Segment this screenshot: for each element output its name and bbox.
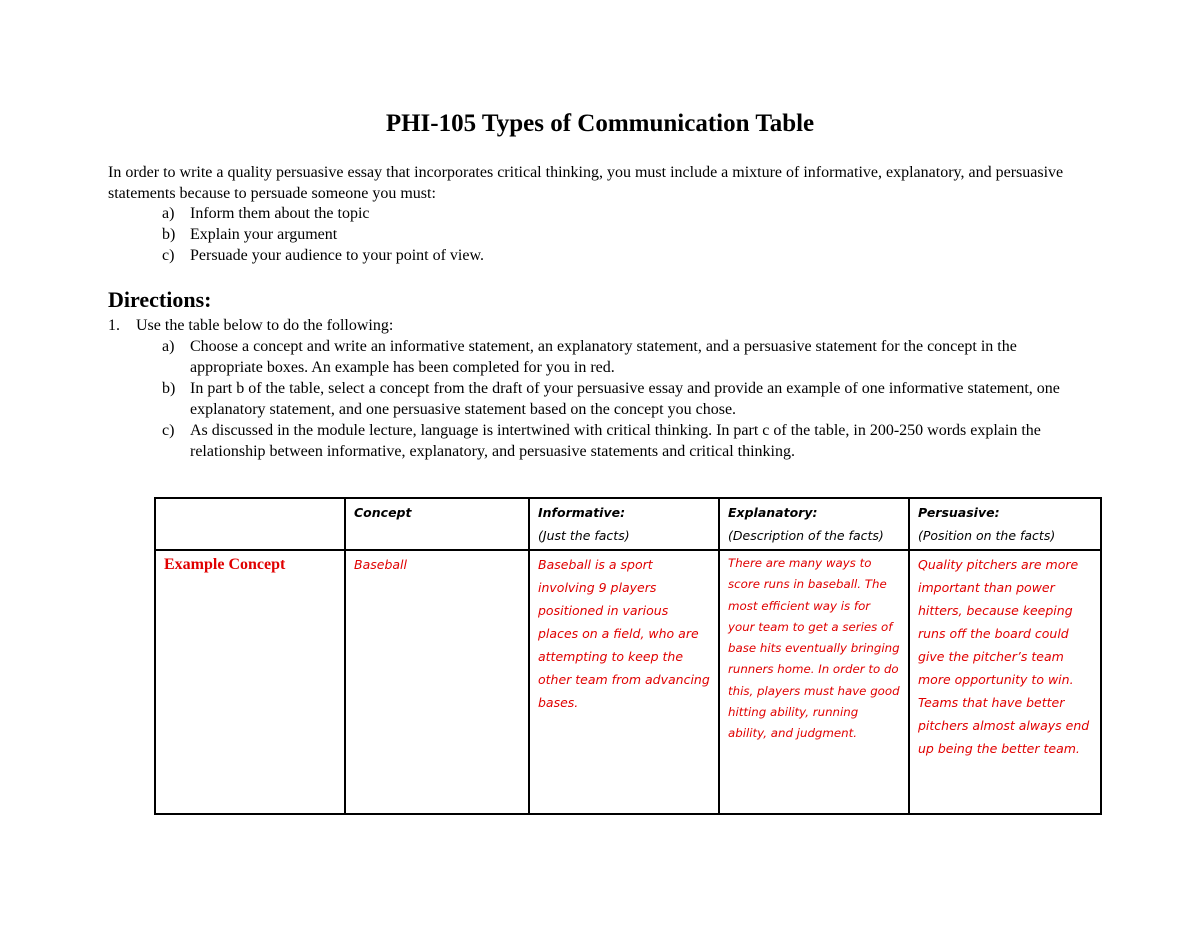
intro-list [162,203,1092,266]
example-persuasive-cell: Quality pitchers are more important than power hitters, because keeping runs off the board could give the pitcher’s team more opportunity to win. Teams that have better pitchers almost always end up being the better team. [909,550,1101,814]
list-marker: c) [162,247,175,264]
header-explanatory-sub: (Description of the facts) [728,528,884,543]
directions-item [108,315,1088,336]
communication-table [154,497,1102,815]
list-marker: 1. [108,317,120,334]
intro-list-item [162,245,1092,266]
header-concept-cell [345,498,529,550]
page-title: PHI-105 Types of Communication Table [385,110,815,137]
header-concept-label: Concept [354,505,412,520]
list-item-text: In part b of the table, select a concept from the draft of your persuasive essay and provide an example of one informative statement, one explanatory statement, and one persuasive statement based on the concept you chose. [190,380,1060,418]
example-informative-cell: Baseball is a sport involving 9 players positioned in various places on a field, who are attempting to keep the other team from advancing bases. [529,550,719,814]
directions-sub-list [162,336,1092,462]
header-persuasive-cell [909,498,1101,550]
list-item-text: Choose a concept and write an informative statement, an explanatory statement, and a persuasive statement for the concept in the appropriate boxes. An example has been completed for you in red. [190,338,1017,376]
list-marker: b) [162,226,176,243]
header-blank-cell [155,498,345,550]
header-informative-cell [529,498,719,550]
table-header-row [155,498,1101,550]
intro-list-item [162,224,1092,245]
header-explanatory-cell [719,498,909,550]
list-item-text: As discussed in the module lecture, language is intertwined with critical thinking. In part c of the table, in 200-250 words explain the relationship between informative, explanatory, and persuasive statements and critical thinking. [190,422,1041,460]
example-concept-label: Example Concept [155,550,345,814]
list-marker: b) [162,380,176,397]
example-concept-cell: Baseball [345,550,529,814]
header-persuasive-sub: (Position on the facts) [918,528,1056,543]
intro-list-item [162,203,1092,224]
header-informative-label: Informative: [538,505,626,520]
directions-item-text: Use the table below to do the following: [136,317,394,334]
directions-heading: Directions: [108,287,212,312]
list-item-text: Persuade your audience to your point of view. [190,247,484,264]
header-informative-sub: (Just the facts) [538,528,630,543]
list-item-text: Explain your argument [190,226,338,243]
header-explanatory-label: Explanatory: [728,505,818,520]
list-marker: c) [162,422,175,439]
table-row [155,550,1101,814]
list-marker: a) [162,338,175,355]
example-explanatory-cell: There are many ways to score runs in baseball. The most efficient way is for your team to get a series of base hits eventually bringing runners home. In order to do this, players must have good hitting ability, running ability, and judgment. [719,550,909,814]
header-persuasive-label: Persuasive: [918,505,1000,520]
directions-sub-item [162,378,1092,420]
directions-sub-item [162,336,1092,378]
directions-sub-item [162,420,1092,462]
list-marker: a) [162,205,175,222]
intro-paragraph: In order to write a quality persuasive essay that incorporates critical thinking, you must include a mixture of informative, explanatory, and persuasive statements because to persuade someone you must: [108,164,1064,202]
list-item-text: Inform them about the topic [190,205,370,222]
